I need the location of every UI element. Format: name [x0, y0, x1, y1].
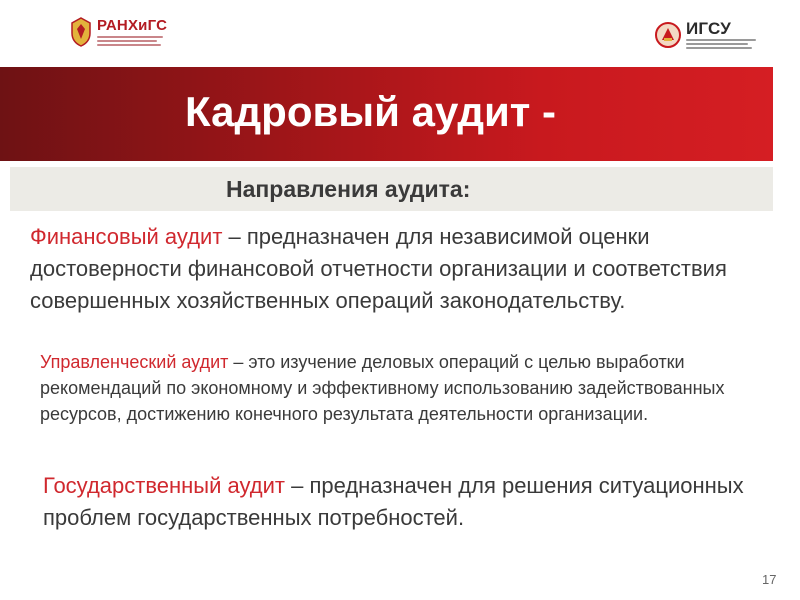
financial-audit-text: – предназначен для независимой оценки достоверности финансовой отчетности организации и соответствия совершенных хозяйственных операций законодательству.	[30, 224, 727, 313]
state-audit-paragraph	[43, 470, 763, 534]
financial-audit-paragraph	[30, 221, 750, 317]
emblem-icon	[70, 17, 92, 47]
page-number: 17	[762, 572, 777, 587]
ranepa-logo	[70, 17, 167, 47]
slide-subtitle: Направления аудита:	[226, 176, 471, 202]
igsu-logo	[655, 20, 756, 50]
management-audit-text: – это изучение деловых операций с целью выработки рекомендаций по экономному и эффективному использованию задействованных ресурсов, достижению конечного результата деятельности организации.	[40, 352, 725, 424]
financial-audit-term: Финансовый аудит	[30, 224, 223, 249]
logo-left-text: РАНХиГС	[97, 17, 168, 34]
management-audit-paragraph	[40, 349, 760, 427]
management-audit-term: Управленческий аудит	[40, 352, 229, 372]
slide-title: Кадровый аудит -	[185, 88, 557, 135]
logo-right-caption-lines	[686, 39, 756, 49]
state-audit-text: – предназначен для решения ситуационных проблем государственных потребностей.	[43, 473, 744, 530]
logo-left-caption-lines	[97, 36, 167, 46]
state-audit-term: Государственный аудит	[43, 473, 285, 498]
logo-right-text: ИГСУ	[686, 19, 732, 38]
emblem-icon	[655, 20, 681, 50]
